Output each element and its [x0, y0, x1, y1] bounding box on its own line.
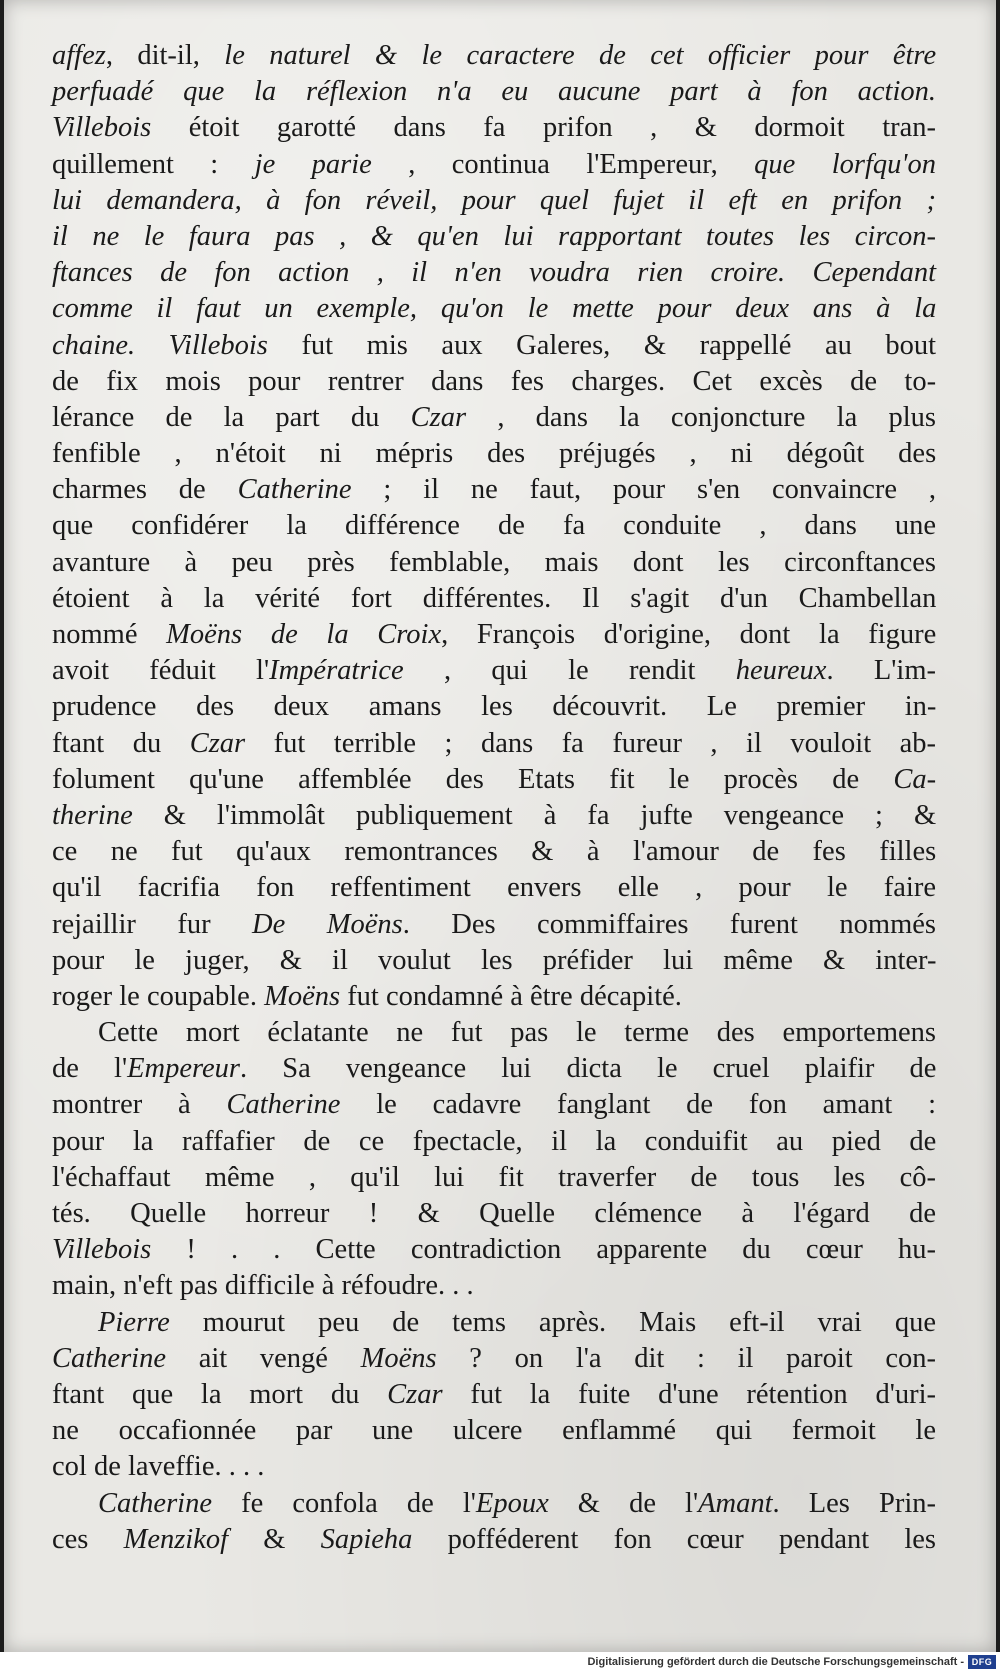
dfg-logo-icon: DFG [968, 1655, 996, 1669]
italic-text-segment: Amant [698, 1487, 773, 1519]
text-segment: pofféderent fon cœur pendant les [412, 1523, 937, 1555]
text-segment: & [228, 1523, 321, 1555]
text-line [52, 1377, 936, 1413]
text-segment: Cette mort éclatante ne fut pas le terme des emportemens [98, 1017, 936, 1049]
text-line [52, 219, 936, 255]
italic-text-segment: lui demandera, à fon réveil, pour quel fujet il eft en prifon ; [52, 184, 936, 216]
text-segment: tés. Quelle horreur ! & Quelle clémence à l'égard de [52, 1198, 936, 1229]
text-line [52, 653, 936, 689]
body-text [52, 38, 936, 1558]
text-line [52, 1196, 936, 1232]
text-segment: & l'immolât publiquement à fa jufte vengeance ; & [132, 799, 937, 831]
text-segment: ? on l'a dit : il paroit con- [436, 1342, 936, 1374]
italic-text-segment: chaine. Villebois [52, 329, 268, 361]
text-segment: . Les Prin- [772, 1487, 936, 1519]
text-line [52, 291, 936, 327]
text-segment: ftant que la mort du [52, 1378, 388, 1410]
text-line [52, 870, 936, 906]
text-line [52, 834, 936, 870]
text-segment: lérance de la part du [52, 401, 411, 433]
text-line [52, 74, 936, 110]
text-line [52, 508, 936, 544]
text-segment: fenfible , n'étoit ni mépris des préjugés , ni dégoût des [52, 438, 937, 470]
text-segment: de fix mois pour rentrer dans fes charges. Cet excès de to- [52, 365, 937, 397]
italic-text-segment: Moëns [264, 980, 341, 1012]
italic-text-segment: Moëns [360, 1342, 437, 1374]
text-segment: , dit-il, [105, 40, 225, 71]
text-segment: mourut peu de tems après. Mais eft-il vrai que [169, 1306, 936, 1338]
italic-text-segment: Empereur [127, 1053, 240, 1085]
italic-text-segment: affez [52, 40, 106, 71]
text-line [52, 617, 936, 653]
text-line [52, 1015, 936, 1051]
italic-text-segment: perfuadé que la réflexion n'a eu aucune part à fon action. [52, 76, 936, 108]
scanned-page [4, 0, 996, 1652]
text-segment: montrer à [52, 1089, 227, 1121]
text-segment: le cadavre fanglant de fon amant : [340, 1089, 937, 1121]
text-segment: prudence des deux amans les découvrit. Le premier in- [52, 691, 937, 723]
text-segment: roger le coupable. [52, 980, 265, 1012]
text-segment: avanture à peu près femblable, mais dont les circonftances [52, 546, 936, 578]
text-line [52, 798, 936, 834]
text-segment: fe confola de l' [212, 1487, 476, 1519]
italic-text-segment: ftances de fon action , il n'en voudra rien croire. Cependant [52, 257, 936, 289]
text-segment: fut condamné à être décapité. [340, 980, 682, 1012]
text-line [52, 1268, 936, 1304]
text-segment: pour le juger, & il voulut les préfider lui même & inter- [52, 944, 937, 976]
text-segment: . L'im- [826, 655, 936, 687]
text-line [52, 762, 936, 798]
text-segment: qu'il facrifia fon reffentiment envers elle , pour le faire [52, 872, 936, 904]
footer-credit: Digitalisierung gefördert durch die Deutsche Forschungsgemeinschaft - [587, 1656, 964, 1668]
text-line [52, 364, 936, 400]
italic-text-segment: heureux [735, 655, 827, 687]
text-segment: pour la raffafier de ce fpectacle, il la conduifit au pied de [52, 1125, 937, 1157]
italic-text-segment: De Moëns [252, 908, 403, 940]
text-segment: ! . . Cette contradiction apparente du cœur hu- [151, 1234, 936, 1266]
italic-text-segment: Ca- [893, 763, 937, 795]
text-line [52, 147, 936, 183]
italic-text-segment: Catherine [237, 474, 352, 506]
text-segment: ftant du [52, 727, 190, 759]
text-line [52, 472, 936, 508]
text-segment: col de laveffie. . . . [52, 1451, 265, 1483]
italic-text-segment: que lorfqu'on [754, 148, 936, 180]
italic-text-segment: Menzikof [123, 1523, 229, 1555]
text-segment: , qui le rendit [403, 655, 736, 687]
text-line [52, 1087, 936, 1123]
italic-text-segment: Epoux [475, 1487, 549, 1519]
text-segment: avoit féduit l' [52, 655, 270, 687]
italic-text-segment: Moëns de la Croix [166, 619, 442, 650]
italic-text-segment: Sapieha [320, 1523, 413, 1555]
text-segment: l'échaffaut même , qu'il lui fit traverfer de tous les cô- [52, 1161, 936, 1193]
text-segment: . Des commiffaires furent nommés [402, 908, 936, 940]
text-segment: fut mis aux Galeres, & rappellé au bout [267, 329, 937, 361]
text-line [52, 689, 936, 725]
text-line [52, 1232, 936, 1268]
text-segment: folument qu'une affemblée des Etats fit le procès de [52, 763, 894, 795]
text-segment: de l' [52, 1053, 128, 1085]
italic-text-segment: il ne le faura pas , & qu'en lui rapportant toutes les circon- [52, 220, 936, 252]
text-segment: , continua l'Empereur, [371, 148, 755, 180]
text-line [52, 1341, 936, 1377]
text-line [52, 545, 936, 581]
text-line [52, 38, 936, 74]
text-segment: main, n'eft pas difficile à réfoudre. . . [52, 1270, 474, 1302]
italic-text-segment: Catherine [98, 1487, 212, 1519]
text-line [52, 1486, 936, 1522]
text-segment: & de l' [548, 1487, 699, 1519]
text-line [52, 183, 936, 219]
italic-text-segment: comme il faut un exemple, qu'on le mette pour deux ans à la [52, 293, 937, 325]
italic-text-segment: Impératrice [269, 655, 404, 687]
text-line [52, 943, 936, 979]
italic-text-segment: Catherine [52, 1342, 166, 1374]
text-line [52, 1051, 936, 1087]
text-segment: fut la fuite d'une rétention d'uri- [442, 1378, 936, 1410]
text-line [52, 110, 936, 146]
italic-text-segment: therine [52, 799, 133, 831]
italic-text-segment: le naturel & le caractere de cet officier pour être [224, 40, 937, 71]
italic-text-segment: Czar [189, 727, 246, 759]
digitization-footer [0, 1652, 1000, 1674]
italic-text-segment: Villebois [52, 112, 152, 144]
text-segment: quillement : [52, 148, 255, 180]
text-line [52, 979, 936, 1015]
italic-text-segment: je parie [254, 148, 372, 180]
text-segment: que confidérer la différence de fa conduite , dans une [52, 510, 936, 542]
text-segment: . Sa vengeance lui dicta le cruel plaifir de [240, 1053, 937, 1085]
text-segment: ces [52, 1523, 124, 1555]
italic-text-segment: Villebois [52, 1234, 152, 1266]
text-line [52, 1305, 936, 1341]
text-segment: étoit garotté dans fa prifon , & dormoit tran- [151, 112, 936, 144]
text-line [52, 1124, 936, 1160]
text-line [52, 400, 936, 436]
italic-text-segment: Pierre [98, 1306, 170, 1338]
text-line [52, 1522, 936, 1558]
text-line [52, 726, 936, 762]
text-segment: nommé [52, 619, 167, 650]
text-segment: ait vengé [166, 1342, 361, 1374]
italic-text-segment: Czar [410, 401, 467, 433]
text-segment: , François d'origine, dont la figure [441, 619, 937, 650]
italic-text-segment: Czar [387, 1378, 443, 1410]
text-segment: ; il ne faut, pour s'en convaincre , [351, 474, 936, 506]
text-segment: charmes de [52, 474, 238, 506]
text-line [52, 1413, 936, 1449]
text-segment: ce ne fut qu'aux remontrances & à l'amour de fes filles [52, 836, 937, 868]
text-line [52, 328, 936, 364]
text-line [52, 436, 936, 472]
italic-text-segment: Catherine [226, 1089, 341, 1121]
text-segment: ne occafionnée par une ulcere enflammé qui fermoit le [52, 1415, 936, 1447]
text-segment: fut terrible ; dans fa fureur , il vouloit ab- [245, 727, 936, 759]
text-line [52, 255, 936, 291]
text-segment: étoient à la vérité fort différentes. Il s'agit d'un Chambellan [52, 582, 937, 614]
text-segment: , dans la conjoncture la plus [466, 401, 936, 433]
text-segment: rejaillir fur [52, 908, 253, 940]
text-line [52, 1160, 936, 1196]
text-line [52, 907, 936, 943]
text-line [52, 581, 936, 617]
text-line [52, 1449, 936, 1485]
